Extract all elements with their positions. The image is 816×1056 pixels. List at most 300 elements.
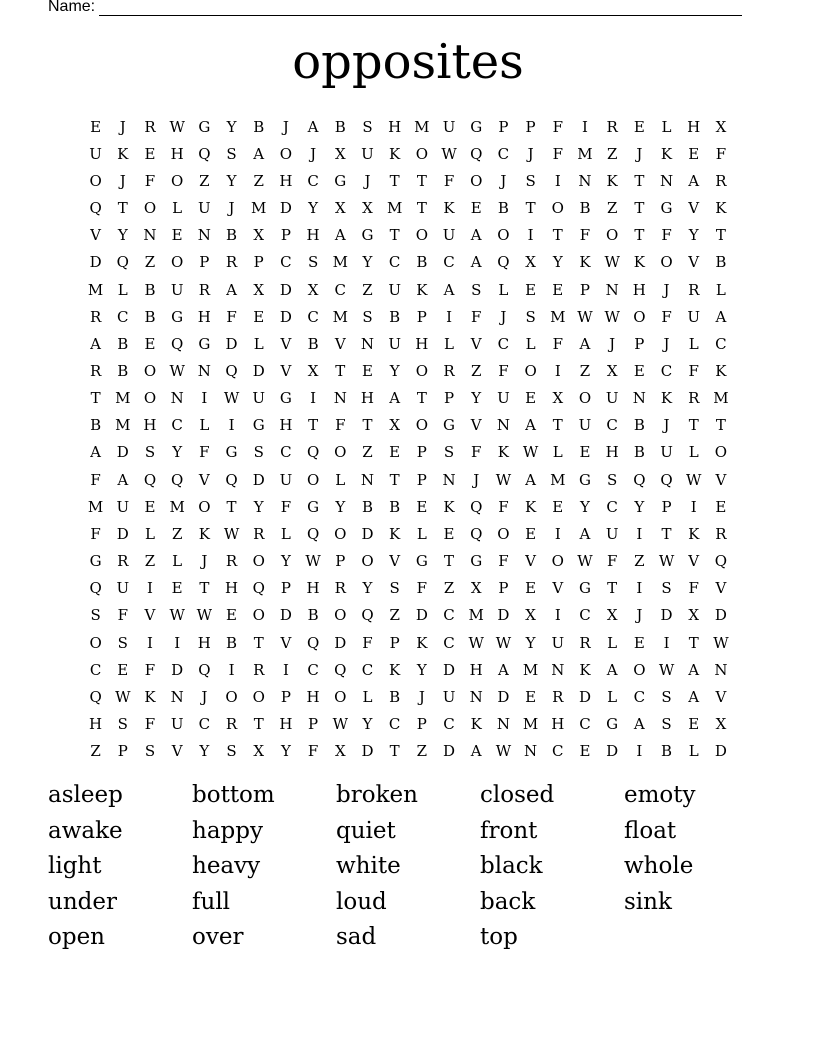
name-label: Name: (48, 0, 96, 15)
grid-letter: Z (90, 742, 101, 761)
word-list-item: back (480, 888, 536, 915)
grid-letter: C (715, 334, 727, 353)
grid-letter: B (389, 687, 401, 706)
grid-letter: E (525, 389, 537, 408)
grid-letter: M (468, 606, 484, 625)
grid-letter: A (389, 389, 401, 408)
grid-letter: W (522, 443, 539, 462)
grid-letter: Y (362, 579, 373, 598)
grid-letter: X (525, 253, 536, 272)
grid-letter: D (714, 606, 727, 625)
grid-letter: K (660, 144, 673, 163)
grid-letter: E (525, 280, 537, 299)
grid-letter: P (579, 280, 591, 299)
grid-letter: R (334, 579, 346, 598)
grid-letter: R (715, 171, 727, 190)
grid-letter: R (225, 552, 238, 571)
grid-letter: V (280, 334, 292, 353)
grid-letter: J (663, 416, 670, 435)
grid-letter: N (197, 361, 211, 380)
grid-letter: S (253, 443, 264, 462)
word-list-item: broken (336, 782, 418, 808)
grid-letter: W (332, 715, 348, 734)
grid-letter: I (228, 416, 235, 435)
grid-letter: D (443, 660, 456, 679)
grid-letter: H (605, 443, 619, 462)
grid-letter: R (117, 552, 129, 571)
grid-letter: R (144, 117, 156, 136)
grid-letter: R (253, 524, 265, 543)
grid-letter: Z (253, 171, 264, 190)
grid-letter: Q (633, 470, 646, 489)
grid-letter: Q (361, 606, 374, 625)
grid-letter: R (89, 361, 102, 380)
grid-letter: P (280, 226, 291, 245)
grid-letter: D (279, 606, 292, 625)
grid-letter: E (633, 361, 645, 380)
grid-letter: S (661, 579, 672, 598)
grid-letter: G (225, 443, 238, 462)
grid-letter: L (525, 334, 536, 353)
grid-letter: N (496, 715, 510, 734)
grid-letter: I (174, 633, 181, 652)
grid-letter: S (226, 742, 237, 761)
grid-letter: B (144, 280, 156, 299)
grid-letter: H (197, 307, 211, 326)
grid-letter: E (552, 280, 564, 299)
grid-letter: J (663, 334, 670, 353)
grid-letter: D (279, 199, 292, 218)
grid-letter: F (661, 226, 672, 245)
grid-letter: R (688, 389, 700, 408)
grid-letter: K (524, 497, 537, 516)
grid-letter: U (605, 524, 619, 543)
grid-letter: O (252, 687, 265, 706)
grid-letter: H (224, 579, 239, 598)
grid-letter: J (201, 552, 208, 571)
letter-grid (82, 113, 735, 765)
grid-letter: S (307, 253, 319, 272)
grid-letter: L (199, 416, 210, 435)
grid-letter: X (525, 606, 536, 625)
grid-letter: D (252, 470, 265, 489)
grid-letter: C (497, 334, 510, 353)
grid-letter: M (522, 660, 539, 679)
grid-letter: T (715, 416, 726, 435)
grid-letter: T (389, 470, 400, 489)
grid-letter: R (89, 307, 102, 326)
grid-letter: T (389, 171, 400, 190)
grid-letter: I (147, 579, 153, 598)
grid-letter: A (253, 144, 265, 163)
grid-letter: Q (198, 144, 211, 163)
grid-letter: U (116, 579, 130, 598)
grid-letter: F (335, 416, 346, 435)
grid-letter: J (310, 144, 317, 163)
grid-letter: H (551, 715, 565, 734)
grid-letter: S (525, 307, 536, 326)
grid-letter: K (389, 660, 401, 679)
word-list (48, 778, 768, 956)
grid-letter: C (89, 660, 102, 679)
grid-letter: X (307, 280, 319, 299)
grid-letter: W (686, 470, 702, 489)
grid-letter: Q (171, 470, 184, 489)
grid-letter: E (144, 497, 156, 516)
grid-letter: K (660, 389, 673, 408)
grid-letter: B (715, 253, 727, 272)
grid-letter: Z (416, 742, 428, 761)
grid-letter: L (253, 334, 264, 353)
grid-letter: F (552, 144, 563, 163)
grid-letter: B (226, 226, 238, 245)
grid-letter: A (606, 660, 618, 679)
word-list-item: awake (48, 817, 123, 844)
grid-letter: N (632, 389, 646, 408)
grid-letter: O (89, 633, 102, 652)
grid-letter: O (714, 443, 728, 462)
grid-letter: G (606, 715, 619, 734)
grid-letter: O (415, 226, 428, 245)
grid-letter: W (658, 552, 675, 571)
word-list-item: loud (336, 888, 387, 915)
grid-letter: M (577, 144, 593, 163)
grid-letter: S (362, 307, 373, 326)
word-list-item: black (480, 853, 543, 879)
grid-letter: E (633, 117, 645, 136)
grid-letter: V (470, 416, 482, 435)
grid-letter: I (554, 171, 561, 190)
grid-letter: Z (144, 552, 156, 571)
grid-letter: O (225, 687, 238, 706)
grid-letter: K (416, 280, 428, 299)
word-list-item: closed (480, 782, 555, 808)
grid-letter: Q (143, 470, 157, 489)
grid-letter: U (442, 687, 456, 706)
grid-letter: I (282, 660, 289, 679)
grid-letter: Z (579, 361, 591, 380)
grid-letter: F (688, 361, 699, 380)
grid-letter: Y (362, 253, 373, 272)
grid-letter: A (497, 660, 509, 679)
grid-letter: O (524, 361, 537, 380)
grid-letter: O (89, 171, 102, 190)
grid-letter: N (360, 470, 375, 489)
grid-letter: A (525, 416, 537, 435)
grid-letter: H (306, 579, 320, 598)
grid-letter: O (334, 606, 347, 625)
grid-letter: I (636, 579, 643, 598)
grid-letter: D (252, 361, 265, 380)
grid-letter: K (416, 633, 428, 652)
grid-letter: G (171, 307, 184, 326)
grid-letter: O (660, 253, 673, 272)
grid-letter: B (307, 606, 319, 625)
grid-letter: I (554, 606, 561, 625)
grid-letter: O (252, 552, 265, 571)
grid-letter: G (89, 552, 102, 571)
grid-letter: Q (660, 470, 673, 489)
grid-letter: L (416, 524, 427, 543)
grid-letter: B (307, 334, 319, 353)
grid-letter: A (579, 334, 591, 353)
grid-letter: T (253, 633, 264, 652)
grid-letter: H (143, 416, 157, 435)
grid-letter: H (279, 171, 293, 190)
grid-letter: A (470, 742, 482, 761)
grid-letter: L (688, 334, 699, 353)
grid-letter: I (310, 389, 317, 408)
grid-letter: O (551, 552, 564, 571)
grid-letter: P (253, 253, 264, 272)
grid-letter: I (554, 524, 561, 543)
grid-letter: Q (497, 253, 510, 272)
grid-letter: E (525, 687, 537, 706)
grid-letter: L (335, 470, 346, 489)
grid-letter: Z (606, 199, 618, 218)
grid-letter: E (144, 334, 156, 353)
word-list-item: open (48, 924, 105, 950)
grid-letter: W (495, 470, 512, 489)
grid-letter: F (226, 307, 237, 326)
grid-letter: F (144, 715, 156, 734)
grid-letter: T (335, 361, 346, 380)
grid-letter: C (334, 280, 347, 299)
grid-letter: J (282, 117, 289, 136)
grid-letter: V (90, 226, 102, 245)
grid-letter: B (497, 199, 509, 218)
grid-letter: R (688, 280, 700, 299)
grid-letter: Q (470, 497, 483, 516)
page-title: opposites (292, 34, 524, 90)
grid-letter: N (333, 389, 347, 408)
grid-letter: U (388, 280, 401, 299)
grid-letter: D (225, 334, 238, 353)
grid-letter: N (170, 389, 184, 408)
grid-letter: X (334, 199, 346, 218)
grid-letter: T (389, 226, 400, 245)
grid-letter: D (361, 742, 374, 761)
grid-letter: N (496, 416, 510, 435)
grid-letter: E (579, 443, 591, 462)
grid-letter: F (715, 144, 727, 163)
grid-letter: C (307, 307, 319, 326)
grid-letter: A (470, 253, 482, 272)
grid-letter: F (90, 524, 101, 543)
grid-letter: Y (280, 552, 291, 571)
grid-letter: X (253, 742, 265, 761)
grid-letter: P (416, 443, 427, 462)
grid-letter: V (688, 552, 700, 571)
grid-letter: E (226, 606, 237, 625)
grid-letter: X (470, 579, 482, 598)
grid-letter: S (607, 470, 618, 489)
grid-letter: I (636, 524, 643, 543)
grid-letter: C (280, 443, 292, 462)
grid-letter: L (498, 280, 509, 299)
grid-letter: A (334, 226, 346, 245)
grid-letter: C (198, 715, 211, 734)
grid-letter: U (252, 389, 266, 408)
grid-letter: W (658, 660, 675, 679)
grid-letter: A (688, 171, 700, 190)
grid-letter: M (87, 280, 104, 299)
grid-letter: I (554, 361, 561, 380)
grid-letter: C (280, 253, 292, 272)
grid-letter: X (389, 416, 400, 435)
grid-letter: C (443, 253, 455, 272)
word-list-item: front (480, 817, 538, 844)
grid-letter: C (606, 497, 618, 516)
grid-letter: D (443, 742, 456, 761)
grid-letter: J (663, 280, 670, 299)
grid-letter: O (606, 226, 619, 245)
grid-letter: R (443, 361, 455, 380)
grid-letter: T (416, 199, 427, 218)
grid-letter: W (495, 633, 512, 652)
grid-letter: X (606, 606, 618, 625)
grid-letter: J (119, 117, 126, 136)
grid-letter: W (196, 606, 213, 625)
grid-letter: B (117, 334, 129, 353)
grid-letter: Z (199, 171, 210, 190)
grid-letter: O (143, 389, 157, 408)
grid-letter: X (334, 144, 346, 163)
grid-letter: D (279, 280, 292, 299)
grid-letter: Q (89, 579, 102, 598)
grid-letter: H (89, 715, 103, 734)
grid-letter: C (633, 687, 646, 706)
grid-letter: C (307, 171, 319, 190)
grid-letter: F (144, 660, 156, 679)
grid-letter: E (633, 633, 645, 652)
grid-letter: C (579, 606, 591, 625)
grid-letter: P (199, 253, 210, 272)
grid-letter: W (169, 606, 185, 625)
grid-letter: T (362, 416, 373, 435)
grid-letter: S (661, 715, 672, 734)
grid-letter: P (280, 579, 291, 598)
grid-letter: F (117, 606, 128, 625)
grid-letter: N (360, 334, 375, 353)
grid-letter: T (199, 579, 210, 598)
grid-letter: K (715, 361, 727, 380)
grid-letter: A (226, 280, 237, 299)
grid-letter: Q (470, 144, 483, 163)
grid-letter: T (389, 742, 400, 761)
grid-letter: L (607, 687, 618, 706)
grid-letter: K (579, 660, 591, 679)
grid-letter: O (415, 416, 428, 435)
grid-letter: B (416, 253, 428, 272)
grid-letter: W (169, 361, 185, 380)
grid-letter: L (688, 742, 699, 761)
grid-letter: L (661, 117, 672, 136)
grid-letter: S (443, 443, 455, 462)
word-list-item: full (192, 888, 231, 915)
grid-letter: H (360, 389, 375, 408)
grid-letter: K (470, 715, 482, 734)
grid-letter: U (605, 389, 619, 408)
grid-letter: D (415, 606, 428, 625)
grid-letter: P (661, 497, 672, 516)
word-list-item: white (336, 853, 401, 879)
grid-letter: O (334, 524, 347, 543)
grid-letter: M (386, 199, 403, 218)
grid-letter: V (144, 606, 156, 625)
grid-letter: O (415, 361, 428, 380)
grid-letter: V (525, 552, 537, 571)
grid-letter: O (633, 307, 646, 326)
grid-letter: T (416, 171, 427, 190)
grid-letter: E (688, 715, 700, 734)
grid-letter: M (332, 307, 348, 326)
grid-letter: F (90, 470, 101, 489)
grid-letter: T (688, 633, 699, 652)
grid-letter: J (636, 606, 643, 625)
grid-letter: U (578, 416, 592, 435)
grid-letter: N (551, 660, 565, 679)
grid-letter: C (579, 715, 591, 734)
grid-letter: Y (117, 226, 128, 245)
grid-letter: Q (714, 552, 728, 571)
grid-letter: Q (225, 470, 238, 489)
grid-letter: Q (171, 334, 184, 353)
grid-letter: W (577, 307, 593, 326)
grid-letter: G (470, 552, 483, 571)
grid-letter: N (524, 742, 538, 761)
grid-letter: P (335, 552, 346, 571)
grid-letter: X (253, 226, 265, 245)
word-list-item: light (48, 853, 102, 879)
grid-letter: P (443, 389, 455, 408)
grid-letter: U (198, 199, 211, 218)
word-list-item: happy (192, 817, 263, 844)
word-list-item: over (192, 924, 244, 950)
grid-letter: U (170, 715, 184, 734)
grid-letter: W (495, 742, 512, 761)
grid-letter: Z (634, 552, 645, 571)
grid-letter: L (444, 334, 455, 353)
grid-letter: F (280, 497, 292, 516)
grid-letter: D (279, 307, 292, 326)
grid-letter: W (223, 524, 240, 543)
grid-letter: Q (306, 633, 320, 652)
grid-letter: C (388, 253, 401, 272)
grid-letter: H (415, 334, 429, 353)
grid-letter: E (525, 524, 537, 543)
grid-letter: A (90, 443, 102, 462)
grid-letter: E (470, 199, 482, 218)
grid-letter: L (552, 443, 563, 462)
grid-letter: S (226, 144, 237, 163)
grid-letter: R (579, 633, 591, 652)
grid-letter: W (441, 144, 457, 163)
grid-letter: S (117, 715, 128, 734)
grid-letter: M (550, 470, 566, 489)
grid-letter: F (579, 226, 591, 245)
grid-letter: N (659, 171, 674, 190)
grid-letter: E (443, 524, 455, 543)
grid-letter: P (634, 334, 645, 353)
grid-letter: D (171, 660, 184, 679)
grid-letter: Z (606, 144, 618, 163)
grid-letter: U (116, 497, 130, 516)
grid-letter: Y (416, 660, 427, 679)
grid-letter: T (552, 416, 563, 435)
grid-letter: G (198, 334, 211, 353)
grid-letter: Z (144, 253, 156, 272)
